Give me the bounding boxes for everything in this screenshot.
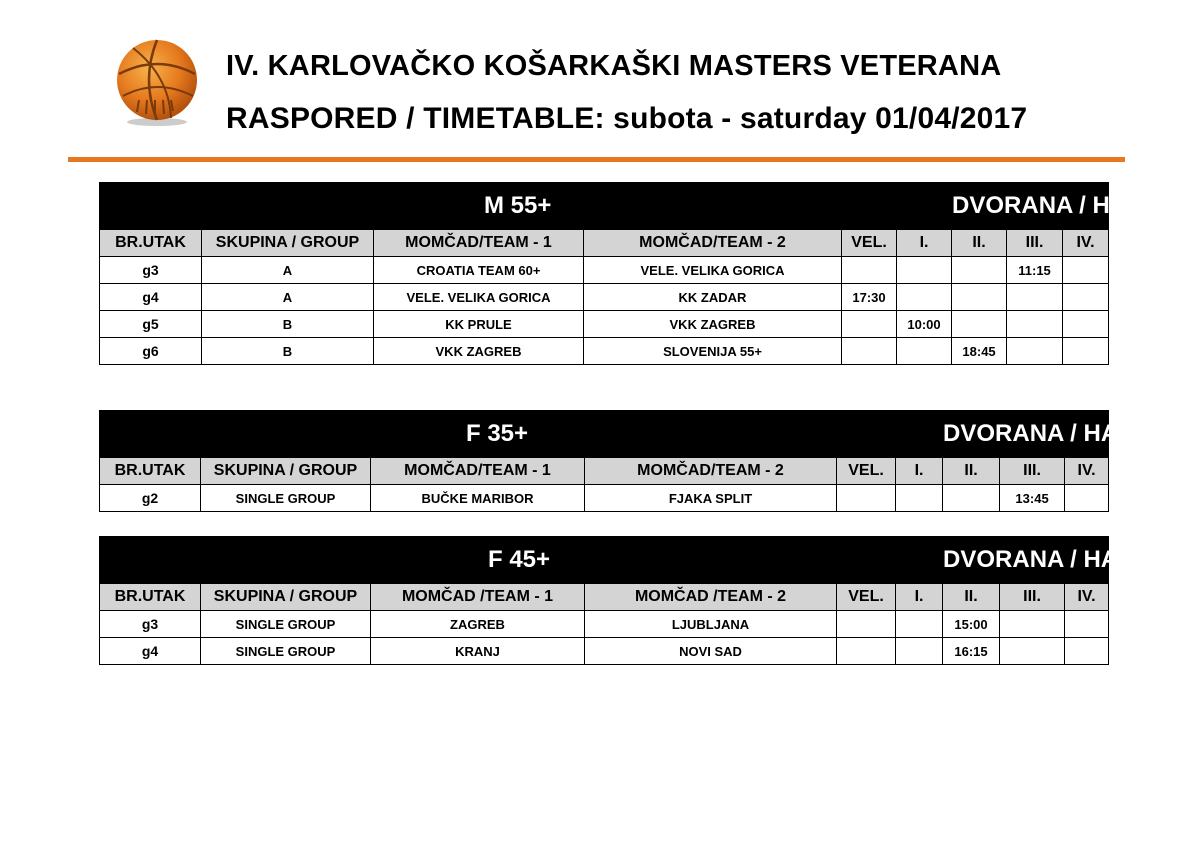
team2-cell: FJAKA SPLIT [585,485,837,512]
table-header-row [100,230,1109,257]
time-i [897,284,952,311]
col-header-game: BR.UTAK [100,230,202,257]
group-cell: B [202,311,374,338]
time-iv [1063,284,1109,311]
basketball-logo-icon [111,36,203,128]
page-subtitle: RASPORED / TIMETABLE: subota - saturday 01/04/2017 [226,102,1028,135]
hall-label: DVORANA / HALL [943,411,1109,458]
time-i [897,257,952,284]
time-iv [1065,638,1109,665]
time-vel [842,338,897,365]
team1-cell: VELE. VELIKA GORICA [374,284,584,311]
col-header-group: SKUPINA / GROUP [201,458,371,485]
hall-label: DVORANA / HALL [943,537,1109,584]
team2-cell: SLOVENIJA 55+ [584,338,842,365]
hall-label: DVORANA / HALL [952,183,1109,230]
col-header-i: I. [897,230,952,257]
table-banner [100,183,1109,230]
col-header-iv: IV. [1063,230,1109,257]
col-header-team1: MOMČAD /TEAM - 1 [371,584,585,611]
time-iv [1063,338,1109,365]
time-iii [1000,611,1065,638]
team2-cell: KK ZADAR [584,284,842,311]
col-header-ii: II. [952,230,1007,257]
table-row [100,611,1109,638]
table-row [100,284,1109,311]
header-divider [68,157,1125,162]
table-header-row [100,458,1109,485]
time-iii: 13:45 [1000,485,1065,512]
col-header-game: BR.UTAK [100,458,201,485]
time-iii [1007,284,1063,311]
time-iv [1065,485,1109,512]
category-title: M 55+ [100,183,952,230]
game-id: g4 [100,638,201,665]
col-header-team2: MOMČAD/TEAM - 2 [585,458,837,485]
col-header-vel: VEL. [837,584,896,611]
time-vel [837,638,896,665]
schedule-table-f35 [99,410,1148,512]
category-title: F 45+ [100,537,943,584]
col-header-vel: VEL. [837,458,896,485]
time-iii [1000,638,1065,665]
time-iv [1065,611,1109,638]
game-id: g3 [100,611,201,638]
team1-cell: KK PRULE [374,311,584,338]
col-header-team1: MOMČAD/TEAM - 1 [374,230,584,257]
col-header-ii: II. [943,584,1000,611]
time-ii: 15:00 [943,611,1000,638]
time-vel [842,257,897,284]
team2-cell: VKK ZAGREB [584,311,842,338]
group-cell: SINGLE GROUP [201,638,371,665]
time-i [896,611,943,638]
time-vel [842,311,897,338]
time-ii [952,257,1007,284]
col-header-iv: IV. [1065,584,1109,611]
schedule-table-m55 [99,182,1157,365]
time-i [897,338,952,365]
category-title: F 35+ [100,411,943,458]
time-i [896,485,943,512]
col-header-iii: III. [1000,458,1065,485]
col-header-iv: IV. [1065,458,1109,485]
time-iv [1063,311,1109,338]
table-banner [100,537,1109,584]
time-vel [837,485,896,512]
group-cell: A [202,257,374,284]
col-header-ii: II. [943,458,1000,485]
time-iii [1007,338,1063,365]
game-id: g5 [100,311,202,338]
group-cell: SINGLE GROUP [201,611,371,638]
game-id: g2 [100,485,201,512]
team1-cell: ZAGREB [371,611,585,638]
col-header-vel: VEL. [842,230,897,257]
time-ii: 16:15 [943,638,1000,665]
col-header-group: SKUPINA / GROUP [201,584,371,611]
game-id: g3 [100,257,202,284]
col-header-group: SKUPINA / GROUP [202,230,374,257]
time-iv [1063,257,1109,284]
col-header-team2: MOMČAD/TEAM - 2 [584,230,842,257]
col-header-game: BR.UTAK [100,584,201,611]
col-header-iii: III. [1007,230,1063,257]
time-i: 10:00 [897,311,952,338]
time-ii [952,284,1007,311]
table-row [100,338,1109,365]
col-header-iii: III. [1000,584,1065,611]
col-header-i: I. [896,584,943,611]
group-cell: B [202,338,374,365]
group-cell: A [202,284,374,311]
team2-cell: NOVI SAD [585,638,837,665]
table-row [100,257,1109,284]
team1-cell: BUČKE MARIBOR [371,485,585,512]
team2-cell: VELE. VELIKA GORICA [584,257,842,284]
table-banner [100,411,1109,458]
team2-cell: LJUBLJANA [585,611,837,638]
team1-cell: VKK ZAGREB [374,338,584,365]
table-header-row [100,584,1109,611]
table-row [100,311,1109,338]
time-ii [943,485,1000,512]
table-row [100,638,1109,665]
time-ii: 18:45 [952,338,1007,365]
team1-cell: KRANJ [371,638,585,665]
group-cell: SINGLE GROUP [201,485,371,512]
time-ii [952,311,1007,338]
page-title: IV. KARLOVAČKO KOŠARKAŠKI MASTERS VETERANA [226,50,1002,82]
page-header [0,0,1200,170]
time-iii: 11:15 [1007,257,1063,284]
schedule-table-f45 [99,536,1148,665]
game-id: g6 [100,338,202,365]
col-header-i: I. [896,458,943,485]
col-header-team2: MOMČAD /TEAM - 2 [585,584,837,611]
game-id: g4 [100,284,202,311]
table-row [100,485,1109,512]
time-vel [837,611,896,638]
time-i [896,638,943,665]
team1-cell: CROATIA TEAM 60+ [374,257,584,284]
col-header-team1: MOMČAD/TEAM - 1 [371,458,585,485]
time-vel: 17:30 [842,284,897,311]
time-iii [1007,311,1063,338]
